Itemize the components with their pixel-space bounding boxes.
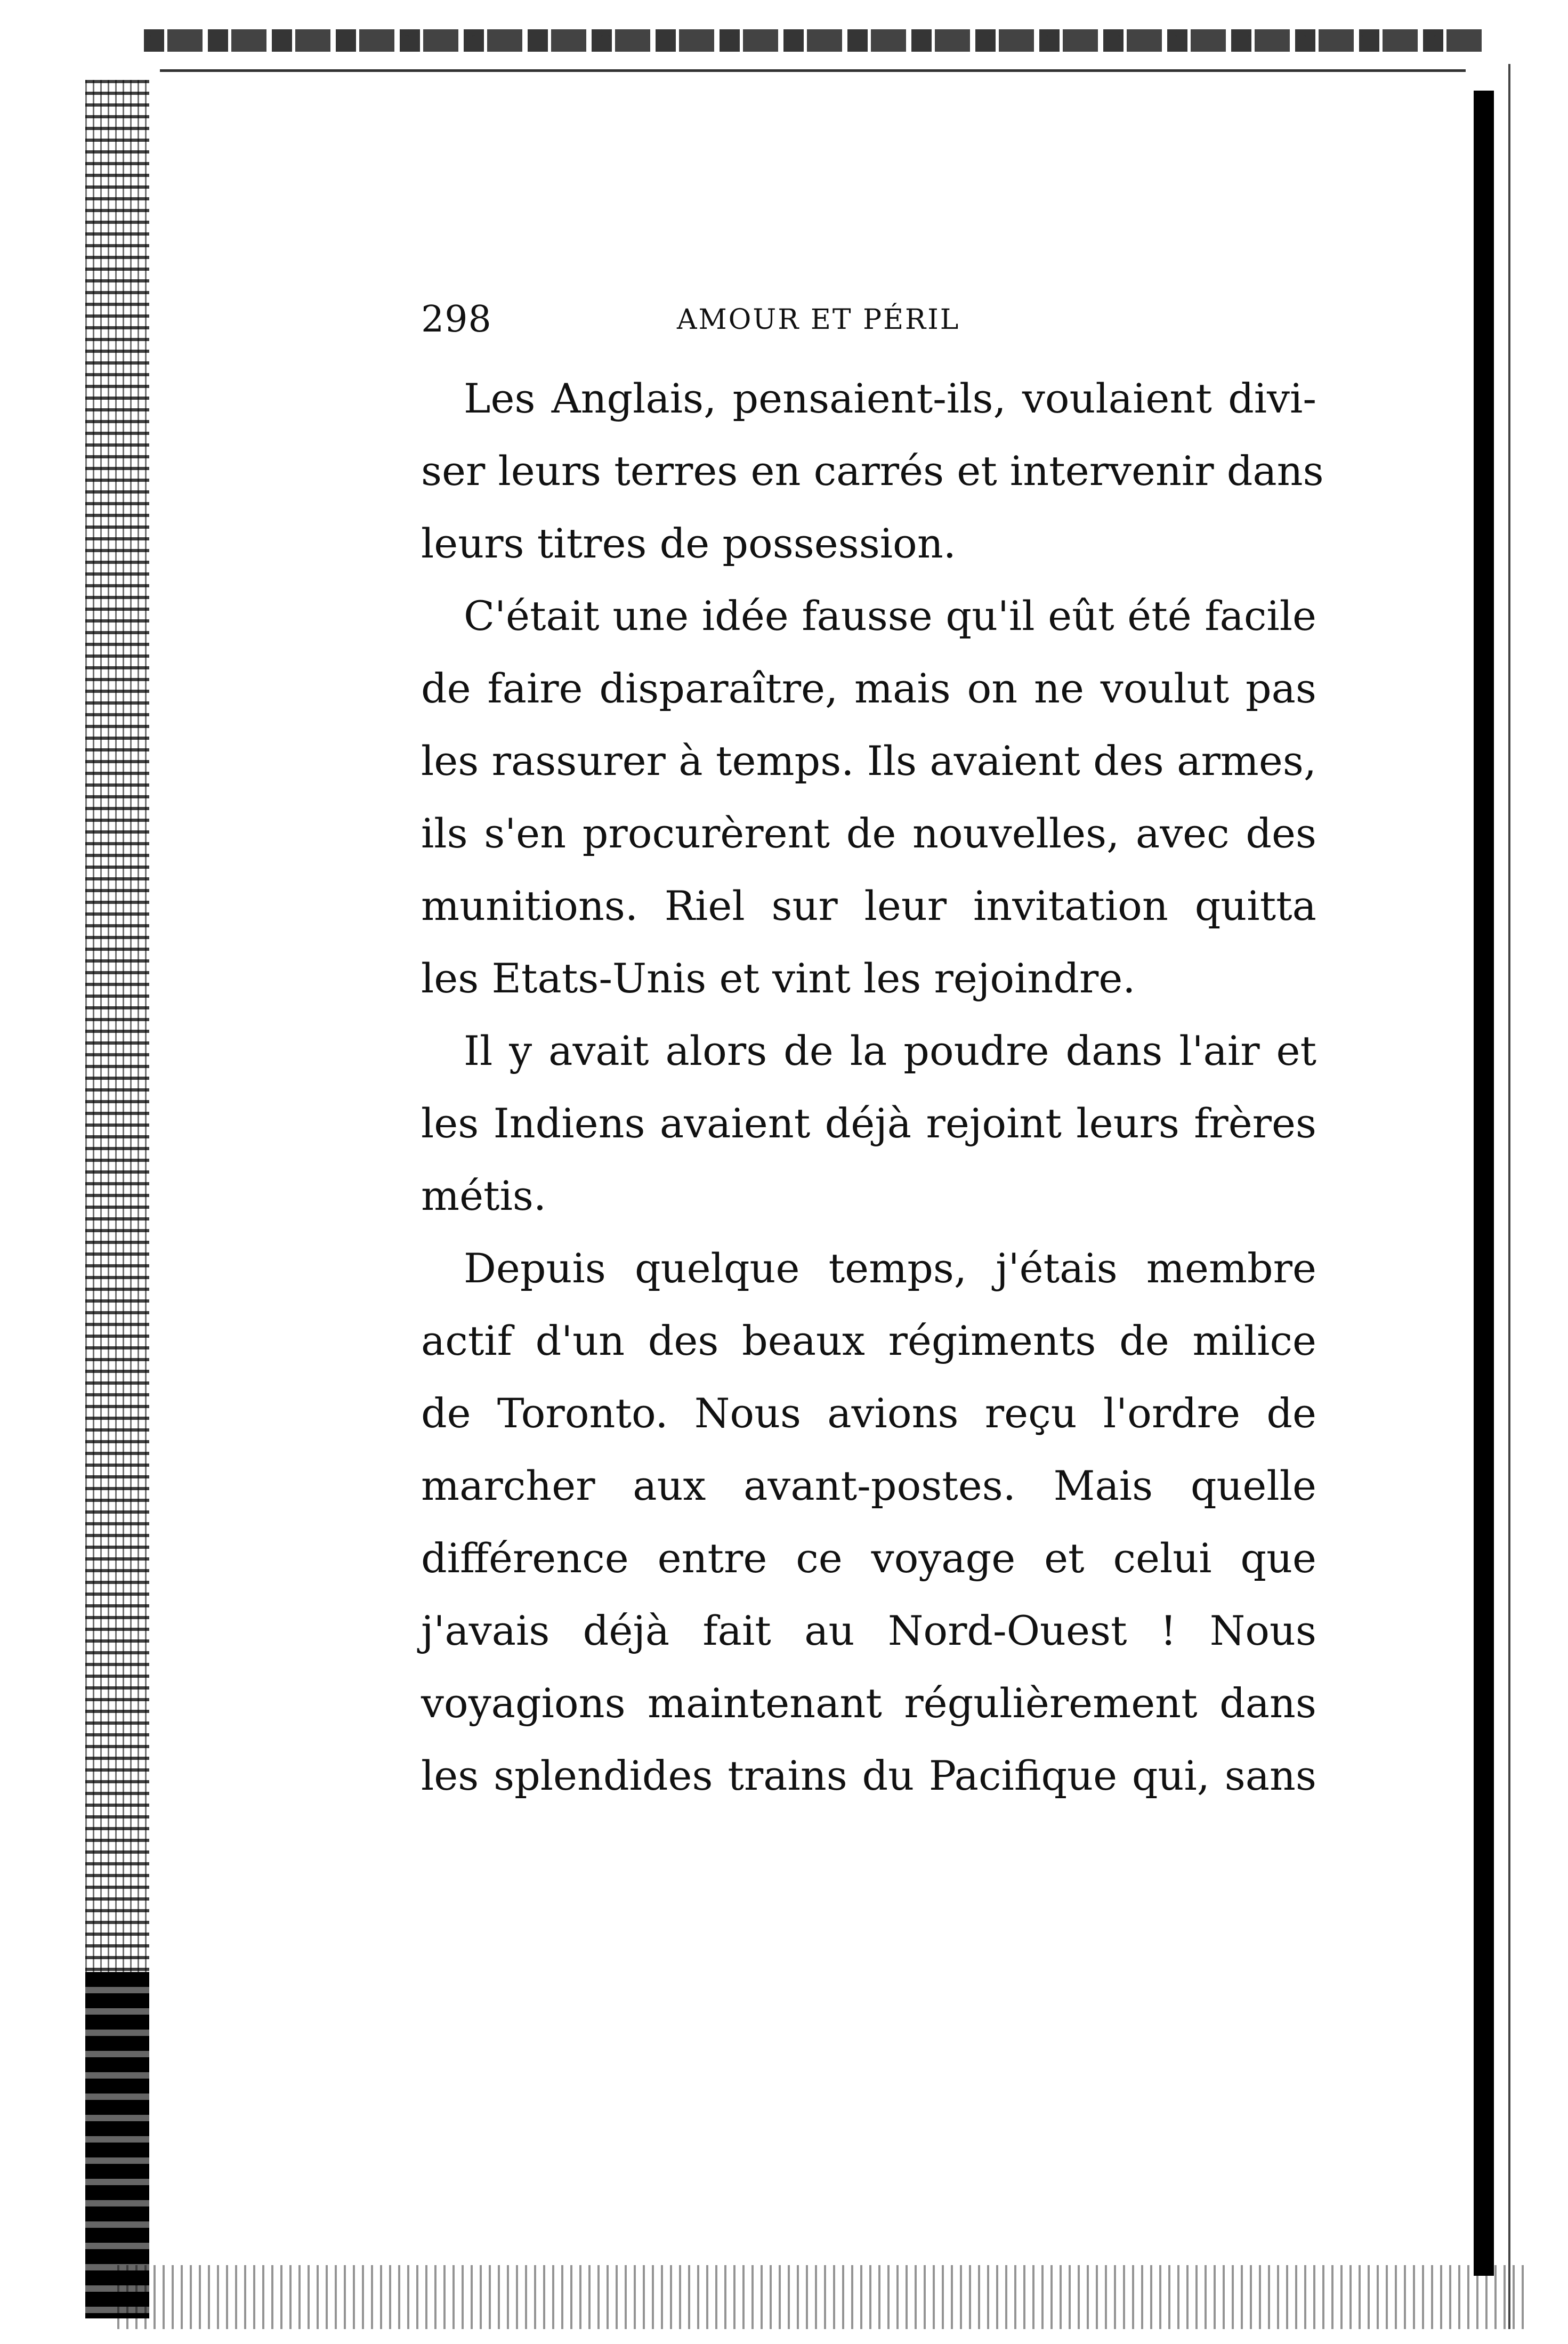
scan-artifact-right-rule xyxy=(1508,64,1510,2329)
text-line: marcher aux avant-postes. Mais quelle xyxy=(421,1462,1316,1509)
text-line: ser leurs terres en carrés et intervenir dans xyxy=(421,447,1324,495)
text-line: ils s'en procurèrent de nouvelles, avec des xyxy=(421,810,1316,857)
text-line: métis. xyxy=(421,1172,547,1219)
body-text xyxy=(421,362,1324,1812)
text-line: les Indiens avaient déjà rejoint leurs frères xyxy=(421,1100,1316,1147)
paragraph xyxy=(421,1015,1316,1232)
text-line: de faire disparaître, mais on ne voulut pas xyxy=(421,665,1316,712)
text-line: Depuis quelque temps, j'étais membre xyxy=(464,1244,1316,1292)
paragraph xyxy=(421,580,1316,1015)
scan-artifact-right-bar xyxy=(1474,91,1494,2276)
text-line: les splendides trains du Pacifique qui, sans xyxy=(421,1752,1316,1799)
text-line: les rassurer à temps. Ils avaient des armes, xyxy=(421,737,1316,785)
text-line: différence entre ce voyage et celui que xyxy=(421,1534,1316,1582)
page-number: 298 xyxy=(421,298,492,341)
scan-artifact-top-rule xyxy=(160,69,1466,72)
text-line: Les Anglais, pensaient-ils, voulaient divi- xyxy=(464,375,1316,422)
text-line: voyagions maintenant régulièrement dans xyxy=(421,1679,1316,1727)
page-header xyxy=(421,288,1316,346)
text-line: munitions. Riel sur leur invitation quitta xyxy=(421,882,1316,929)
text-line: actif d'un des beaux régiments de milice xyxy=(421,1317,1316,1364)
running-title: AMOUR ET PÉRIL xyxy=(677,304,960,336)
scan-artifact-top-strip xyxy=(144,29,1487,52)
text-line: j'avais déjà fait au Nord-Ouest ! Nous xyxy=(421,1607,1316,1654)
paragraph xyxy=(421,1232,1316,1812)
text-line: de Toronto. Nous avions reçu l'ordre de xyxy=(421,1389,1316,1437)
book-page xyxy=(421,288,1324,1812)
text-line: les Etats-Unis et vint les rejoindre. xyxy=(421,955,1136,1002)
scan-artifact-bottom-edge xyxy=(117,2265,1530,2329)
text-line: leurs titres de possession. xyxy=(421,520,956,567)
paragraph xyxy=(421,362,1324,580)
text-line: C'était une idée fausse qu'il eût été facile xyxy=(464,592,1316,640)
text-line: Il y avait alors de la poudre dans l'air et xyxy=(464,1027,1316,1074)
